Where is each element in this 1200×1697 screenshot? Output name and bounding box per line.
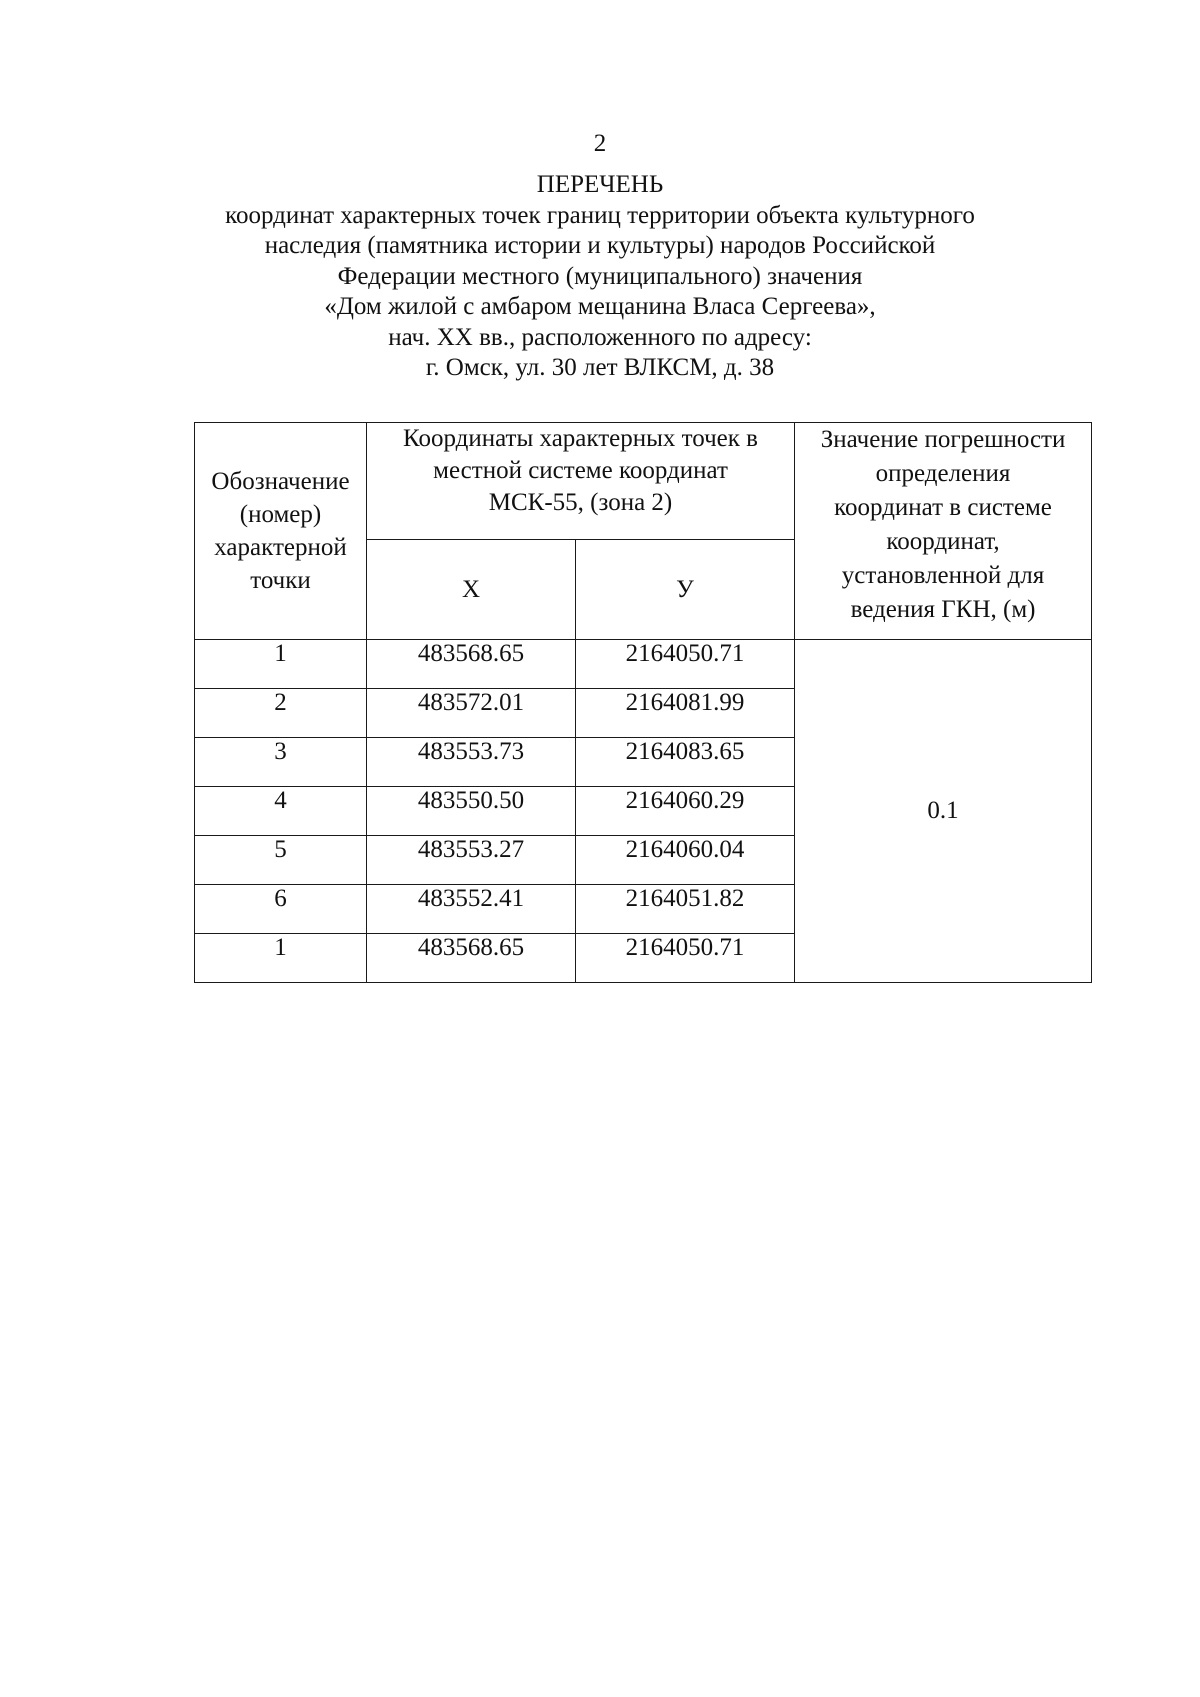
point-number-cell: 2 bbox=[195, 689, 367, 738]
x-coordinate-cell: 483553.27 bbox=[367, 836, 576, 885]
header-x: Х bbox=[367, 540, 576, 640]
header-line: характерной bbox=[214, 534, 347, 561]
x-coordinate-cell: 483572.01 bbox=[367, 689, 576, 738]
x-coordinate-cell: 483550.50 bbox=[367, 787, 576, 836]
page-number: 2 bbox=[593, 130, 607, 157]
point-number-cell: 4 bbox=[195, 787, 367, 836]
header-line: точки bbox=[250, 567, 311, 594]
header-line: Координаты характерных точек в bbox=[403, 425, 758, 452]
document-heading bbox=[150, 170, 1050, 384]
point-number-cell: 6 bbox=[195, 885, 367, 934]
heading-line: наследия (памятника истории и культуры) народов Российской bbox=[264, 232, 936, 259]
header-accuracy bbox=[795, 423, 1092, 640]
y-coordinate-cell: 2164060.04 bbox=[576, 836, 795, 885]
header-point-designation bbox=[195, 423, 367, 640]
y-coordinate-cell: 2164083.65 bbox=[576, 738, 795, 787]
heading-line: «Дом жилой с амбаром мещанина Власа Сергеева», bbox=[324, 293, 876, 320]
x-coordinate-cell: 483552.41 bbox=[367, 885, 576, 934]
y-coordinate-cell: 2164081.99 bbox=[576, 689, 795, 738]
header-y: У bbox=[576, 540, 795, 640]
heading-line: г. Омск, ул. 30 лет ВЛКСМ, д. 38 bbox=[425, 354, 775, 381]
heading-line: нач. XX вв., расположенного по адресу: bbox=[388, 323, 812, 351]
x-coordinate-cell: 483568.65 bbox=[367, 934, 576, 983]
y-coordinate-cell: 2164050.71 bbox=[576, 640, 795, 689]
header-line: МСК-55, (зона 2) bbox=[488, 489, 673, 516]
header-coordinates bbox=[367, 423, 795, 540]
point-number-cell: 1 bbox=[195, 640, 367, 689]
table-row bbox=[195, 640, 1092, 689]
heading-line: Федерации местного (муниципального) значения bbox=[337, 262, 863, 290]
x-coordinate-cell: 483568.65 bbox=[367, 640, 576, 689]
header-line: ведения ГКН, (м) bbox=[850, 596, 1036, 623]
header-line: Обозначение bbox=[211, 468, 350, 495]
accuracy-value-cell: 0.1 bbox=[795, 640, 1092, 983]
header-line: координат, bbox=[886, 528, 1000, 555]
header-line: (номер) bbox=[239, 501, 322, 528]
x-coordinate-cell: 483553.73 bbox=[367, 738, 576, 787]
point-number-cell: 5 bbox=[195, 836, 367, 885]
y-coordinate-cell: 2164060.29 bbox=[576, 787, 795, 836]
y-coordinate-cell: 2164051.82 bbox=[576, 885, 795, 934]
header-line: координат в системе bbox=[834, 494, 1052, 521]
point-number-cell: 1 bbox=[195, 934, 367, 983]
header-line: определения bbox=[875, 460, 1011, 487]
point-number-cell: 3 bbox=[195, 738, 367, 787]
coordinates-table bbox=[194, 422, 1092, 983]
header-line: местной системе координат bbox=[433, 457, 728, 484]
header-line: Значение погрешности bbox=[820, 426, 1066, 453]
document-title: ПЕРЕЧЕНЬ bbox=[536, 171, 664, 198]
y-coordinate-cell: 2164050.71 bbox=[576, 934, 795, 983]
heading-line: координат характерных точек границ территории объекта культурного bbox=[225, 201, 975, 229]
header-line: установленной для bbox=[841, 562, 1045, 589]
